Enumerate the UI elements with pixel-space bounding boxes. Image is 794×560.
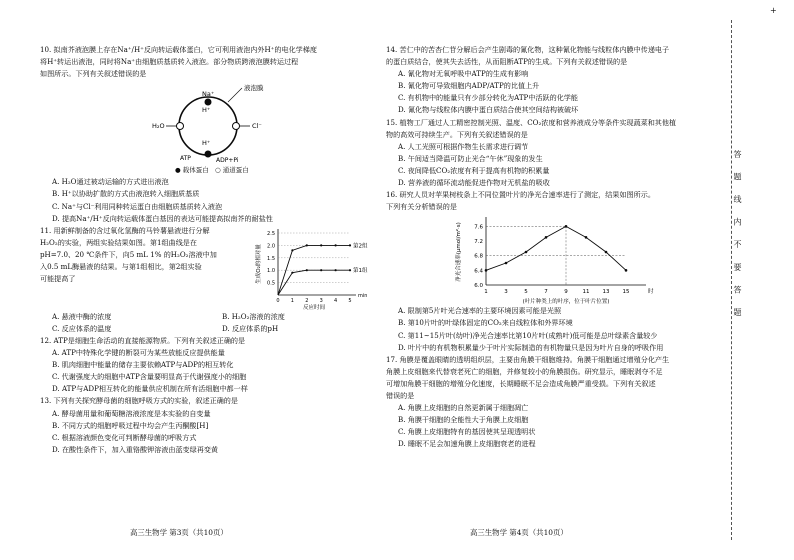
q12-option-d[interactable]: D. ATP与ADP相互转化的能量供应机制在所有活细胞中都一样: [52, 384, 248, 394]
data-point: [349, 244, 351, 246]
q14-option-b[interactable]: B. 氰化物可导致细胞内ADP/ATP的比值上升: [398, 81, 540, 91]
q11-block: [40, 225, 370, 311]
q17-option-c[interactable]: C. 角膜上皮细胞特有的基因使其呈现透明状: [398, 427, 536, 437]
q12-option-a[interactable]: A. ATP中特殊化学键的断裂可为某些放能反应提供能量: [52, 348, 225, 358]
q14-option-c[interactable]: C. 有机物中的能量只有少部分转化为ATP中活跃的化学能: [398, 93, 578, 103]
y-tick-label: 6.8: [474, 253, 483, 260]
q13-option-a[interactable]: A. 酵母菌用量和葡萄糖溶液浓度是本实验的自变量: [52, 408, 211, 418]
q11-stem: 可能提高了: [40, 274, 76, 284]
q17-option-d[interactable]: D. 睡眠不足会加速角膜上皮细胞衰老的进程: [398, 439, 536, 449]
q11-option-a[interactable]: A. 悬液中酶的浓度: [52, 311, 112, 321]
data-point: [349, 269, 351, 271]
x-tick-label: 9: [564, 289, 568, 296]
x-tick-label: 5: [524, 289, 528, 296]
data-point: [585, 236, 588, 239]
left-page: [40, 44, 370, 456]
water-channel: [177, 123, 184, 130]
q11-stem: 入0.5 mL酶悬液的结果。与第1组相比，第2组实验: [40, 262, 202, 272]
antiporter-protein: [205, 99, 212, 106]
q10-option-a[interactable]: A. H₂O通过被动运输的方式进出液泡: [52, 177, 169, 187]
atp-label: ATP: [180, 155, 191, 163]
q11-option-b[interactable]: B. H₂O₂溶液的浓度: [222, 311, 285, 321]
data-point: [320, 244, 322, 246]
h2o-label: H₂O: [152, 122, 165, 131]
q11-options-ab: [40, 311, 370, 323]
x-tick-label: 0: [276, 297, 280, 304]
corner-mark: +: [770, 6, 777, 15]
q16-option-d[interactable]: D. 叶片中的有机物积累量少于叶片实际制造的有机物量只是因为叶片自身的呼吸作用: [398, 342, 664, 352]
channel-legend-icon: ○: [214, 166, 221, 175]
q13-option-c[interactable]: C. 根据溶液颜色变化可判断酵母菌的呼吸方式: [52, 432, 197, 442]
data-point: [306, 269, 308, 271]
q10-stem: 10. 拟南芥液泡膜上存在Na⁺/H⁺反向转运载体蛋白，它可利用液泡内外H⁺的电化学梯度: [40, 45, 317, 54]
q12-stem: 12. ATP是细胞生命活动的直接能源物质。下列有关叙述正确的是: [40, 335, 246, 345]
q15-stem: 物的高效可持续生产。下列有关叙述错误的是: [386, 129, 528, 139]
q13-option-d[interactable]: D. 在酸性条件下，加入重铬酸钾溶液由蓝变绿再变黄: [52, 444, 219, 454]
q14-stem: 的蛋白质结合，使其失去活性，从而阻断ATP的生成。下列有关叙述错误的是: [386, 57, 628, 67]
q15-option-b[interactable]: B. 午间适当降温可防止光合“午休”现象的发生: [398, 153, 543, 163]
q16-option-a[interactable]: A. 限制第5片叶光合速率的主要环境因素可能是光照: [398, 306, 562, 316]
photosynthesis-chart: [426, 213, 676, 305]
q13-option-b[interactable]: B. 不同方式的细胞呼吸过程中均会产生丙酮酸[H]: [52, 420, 209, 430]
data-point: [545, 236, 548, 239]
y-tick-label: 2.5: [267, 230, 275, 237]
y-tick-label: 1.5: [267, 255, 275, 262]
y-tick-label: 7.6: [474, 224, 483, 231]
y-tick-label: 0.5: [267, 280, 275, 287]
q11-stem: pH=7.0、20 ℃条件下，向5 mL 1% 的H₂O₂溶液中加: [40, 249, 217, 259]
q16-stem: 下列有关分析错误的是: [386, 202, 457, 212]
x-tick-label: 15: [622, 289, 630, 296]
x-unit-label: 时: [648, 289, 654, 296]
x-unit-label: min: [358, 292, 368, 299]
x-tick-label: 1: [290, 297, 294, 304]
data-point: [291, 249, 293, 251]
membrane-label: 液泡膜: [244, 84, 264, 93]
q11-option-d[interactable]: D. 反应体系的pH: [222, 323, 279, 333]
data-point: [505, 262, 508, 265]
q12-option-c[interactable]: C. 代谢强度大的细胞中ATP含量要明显高于代谢强度小的细胞: [52, 372, 247, 382]
y-tick-label: 6.0: [474, 283, 483, 290]
q16-stem: 16. 研究人员对苹果树枝条上不同位置叶片的净光合速率进行了测定，结果如图所示。: [386, 190, 655, 200]
data-point: [485, 269, 488, 272]
data-point: [306, 244, 308, 246]
data-point: [335, 269, 337, 271]
adp-label: ADP+Pi: [216, 157, 239, 165]
o2-chart: [250, 225, 380, 311]
q15-stem: 15. 植物工厂通过人工精密控制光照、温度、CO₂浓度和营养液成分等条件实现蔬菜和其他植: [386, 117, 677, 127]
chart-note: (叶片种类上的叶序，位于叶片位置): [522, 299, 610, 306]
q11-option-c[interactable]: C. 反应体系的温度: [52, 323, 112, 333]
h-label-bottom: H⁺: [202, 139, 211, 148]
data-point: [525, 251, 528, 254]
na-label: Na⁺: [202, 90, 215, 99]
chloride-channel: [233, 123, 240, 130]
x-tick-label: 11: [582, 289, 590, 296]
y-tick-label: 2.0: [267, 243, 275, 250]
x-tick-label: 1: [484, 289, 488, 296]
y-tick-label: 6.4: [474, 268, 483, 275]
x-tick-label: 5: [348, 297, 352, 304]
y-axis-title: 净光合速率(μmol/m²·s): [456, 222, 462, 283]
footer-left: 高三生物学 第3页（共10页）: [130, 528, 228, 537]
q10-stem: 将H⁺转运出液泡，同时将Na⁺由细胞质基质转入液泡。部分物质跨液泡膜转运过程: [40, 57, 299, 67]
x-tick-label: 3: [319, 297, 323, 304]
q11-options-cd: [40, 323, 370, 335]
q14-option-a[interactable]: A. 氰化物对无氧呼吸中ATP的生成有影响: [398, 69, 529, 79]
data-point: [605, 251, 608, 254]
cl-label: Cl⁻: [252, 122, 262, 131]
q11-stem: 11. 用新鲜制备的含过氧化氢酶的马铃薯悬液进行分解: [40, 225, 210, 235]
y-axis-title: 生成O₂的相对量: [256, 243, 262, 284]
q10-option-c[interactable]: C. Na⁺与Cl⁻利用同种转运蛋白由细胞质基质转入液泡: [52, 201, 223, 211]
x-tick-label: 7: [544, 289, 548, 296]
binding-margin: [708, 0, 794, 560]
q10-stem: 如图所示。下列有关叙述错误的是: [40, 69, 147, 79]
q17-stem: 17. 角膜是覆盖眼睛的透明组织层，主要由角膜干细胞维持。角膜干细胞通过增殖分化产生: [386, 354, 670, 364]
data-point: [291, 271, 293, 273]
y-tick-label: 1.0: [267, 267, 275, 274]
q15-option-d[interactable]: D. 营养液的循环流动能促进作物对无机盐的吸收: [398, 178, 550, 188]
q17-option-b[interactable]: B. 角膜干细胞的全能性大于角膜上皮细胞: [398, 415, 529, 425]
q10-figure: [40, 80, 370, 164]
data-point: [335, 244, 337, 246]
q15-option-c[interactable]: C. 夜间降低CO₂浓度有利于提高有机物的积累量: [398, 165, 550, 175]
q17-stem: 错误的是: [386, 390, 415, 400]
q10-option-b[interactable]: B. H⁺以协助扩散的方式由液泡转入细胞质基质: [52, 189, 200, 199]
q13-stem: 13. 下列有关探究酵母菌的细胞呼吸方式的实验，叙述正确的是: [40, 396, 238, 406]
q14-stem: 14. 苦仁中的苦杏仁苷分解后会产生剧毒的氰化物，这种氰化物能与线粒体内膜中传递电子: [386, 45, 670, 54]
q17-option-a[interactable]: A. 角膜上皮细胞的自然更新属于细胞凋亡: [398, 403, 529, 413]
q11-stem: H₂O₂的实验，两组实验结果如图。第1组曲线是在: [40, 237, 197, 247]
q17-stem: 角膜上皮细胞来代替衰老死亡的细胞，并修复较小的角膜损伤。研究显示，睡眠剥夺不足: [386, 366, 663, 376]
data-point: [625, 269, 628, 272]
x-tick-label: 2: [305, 297, 309, 304]
x-tick-label: 13: [602, 289, 610, 296]
q16-option-b[interactable]: B. 第10片叶的叶绿体固定的CO₂来自线粒体和外界环境: [398, 318, 573, 328]
h-label-top: H⁺: [202, 106, 211, 115]
carrier-legend-icon: ●: [175, 166, 181, 175]
vacuole-diagram: [140, 80, 340, 164]
data-point: [320, 269, 322, 271]
q17-stem: 可增加角膜干细胞的增殖分化速度，长期睡眠不足会造成角膜严重受损。下列有关叙述: [386, 378, 656, 388]
right-page: [386, 44, 704, 450]
q12-option-b[interactable]: B. 肌肉细胞中能量的储存主要依赖ATP与ADP的相互转化: [52, 360, 234, 370]
series-label: 第2组: [353, 243, 368, 250]
footer-right: 高三生物学 第4页（共10页）: [470, 528, 568, 537]
q16-option-c[interactable]: C. 第11~15片叶(幼叶)净光合速率比第10片叶(成熟叶)低可能是总叶绿素含量较少: [398, 330, 658, 340]
x-tick-label: 4: [334, 297, 338, 304]
x-tick-label: 3: [504, 289, 508, 296]
q15-option-a[interactable]: A. 人工光照可根据作物生长需求进行调节: [398, 141, 529, 151]
q10-option-d[interactable]: D. 提高Na⁺/H⁺反向转运载体蛋白基因的表达可能提高拟南芥的耐盐性: [52, 213, 273, 223]
data-point: [565, 225, 568, 228]
series-label: 第1组: [353, 267, 368, 274]
q14-option-d[interactable]: D. 氰化物与线粒体内膜中蛋白质结合使其空间结构被破坏: [398, 105, 579, 115]
binding-warning-text: 答 题 线 内 不 要 答 题: [733, 150, 742, 322]
proton-pump: [205, 151, 212, 158]
x-axis-title: 反应时间: [302, 304, 326, 311]
y-tick-label: 7.2: [474, 239, 483, 246]
q10-legend: ● 载体蛋白 ○ 通道蛋白: [175, 166, 249, 175]
